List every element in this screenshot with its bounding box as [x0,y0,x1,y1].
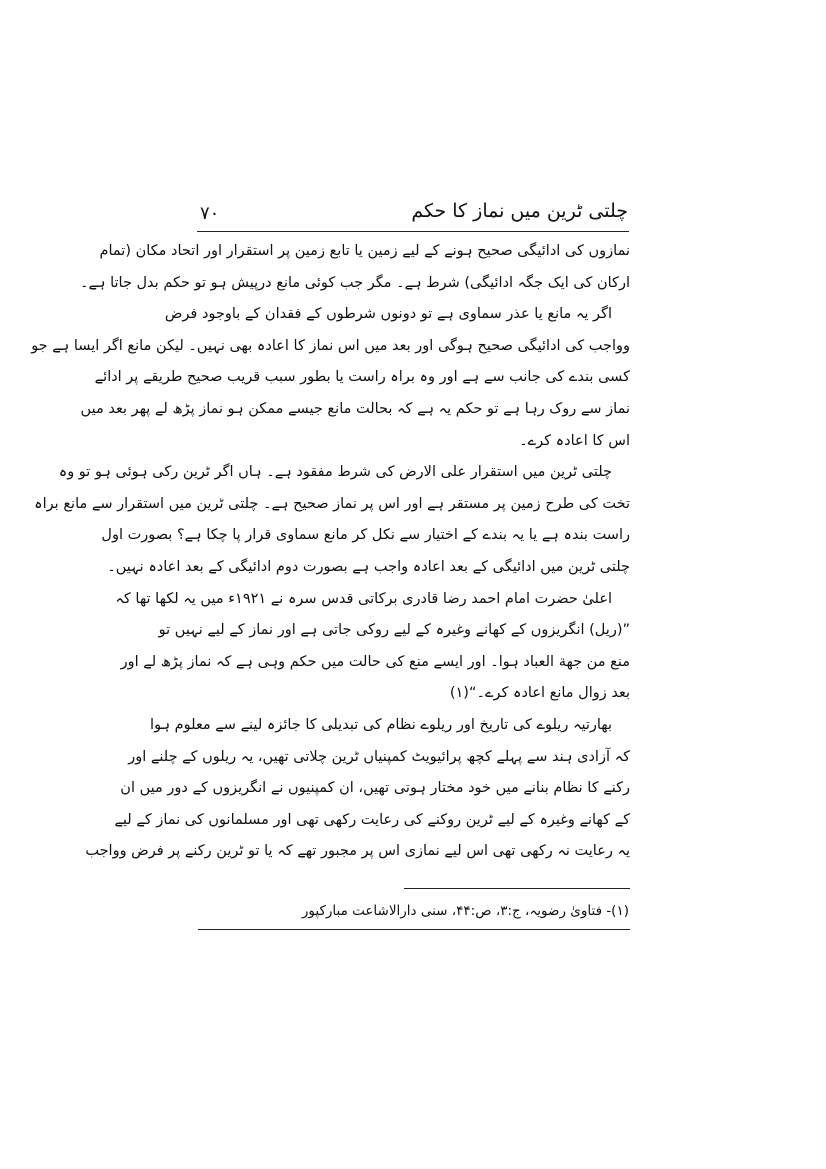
quotation-paragraph [115,584,630,710]
text-line: نمازوں کی ادائیگی صحیح ہونے کے لیے زمین یا تابع زمین پر استقرار اور اتحاد مکان (تمام [99,243,630,259]
text-line: راست بندہ ہے یا یہ بندے کے اختیار سے نکل کر مانع سماوی قرار پا چکا ہے؟ بصورت اول [101,527,630,544]
text-line: ”(ریل) انگریزوں کے کھانے وغیرہ کے لیے روکی جاتی ہے اور نماز کے لیے نہیں تو [158,622,630,639]
text-line: کسی بندے کی جانب سے ہے اور وہ براہ راست یا بطور سبب قریب صحیح طریقے پر ادائے [94,369,630,386]
text-line: تخت کی طرح زمین پر مستقر ہے اور اس پر نماز صحیح ہے۔ چلتی ٹرین میں استقرار سے مانع براہ [34,495,630,512]
bottom-divider [198,929,630,930]
text-line: کہ آزادی ہند سے پہلے کچھ پرائیویٹ کمپنیاں ٹرین چلاتی تھیں، یہ ریلوں کے چلنے اور [128,748,630,765]
text-line: یہ رعایت نہ رکھی تھی اس لیے نمازی اس پر مجبور تھے کہ یا تو ٹرین رکنے پر فرض وواجب [85,843,630,860]
text-line: رکنے کا نظام بنانے میں خود مختار ہوتی تھیں، ان کمپنیوں نے انگریزوں کے دور میں ان [120,780,630,797]
text-line: چلتی ٹرین میں استقرار علی الارض کی شرط مفقود ہے۔ ہاں اگر ٹرین رکی ہوئی ہو تو وہ [58,464,612,481]
text-line: اگر یہ مانع یا عذر سماوی ہے تو دونوں شرطوں کے فقدان کے باوجود فرض [164,306,612,323]
text-line: بعد زوال مانع اعادہ کرے۔“(۱) [449,685,630,702]
paragraph [79,236,630,299]
text-line: بھارتیہ ریلوے کی تاریخ اور ریلوے نظام کی تبدیلی کا جائزہ لینے سے معلوم ہوا [150,716,612,733]
footnote-divider [404,888,630,889]
text-line: کے کھانے وغیرہ کے لیے ٹرین روکنے کی رعایت رکھی تھی اور مسلمانوں کی نماز کے لیے [114,811,630,828]
text-line: ارکان کی ایک جگہ ادائیگی) شرط ہے۔ مگر جب کوئی مانع درپیش ہو تو حکم بدل جاتا ہے۔ [79,274,630,291]
header-divider [197,231,629,232]
text-line: وواجب کی ادائیگی صحیح ہوگی اور بعد میں اس نماز کا اعادہ بھی نہیں۔ لیکن مانع اگر ایسا ہے جو [31,337,630,354]
paragraph [34,457,630,583]
page-number: ۷۰ [200,203,220,224]
text-line: نماز سے روک رہا ہے تو حکم یہ ہے کہ بحالت مانع جیسے ممکن ہو نماز پڑھ لے پھر بعد میں [80,400,630,417]
text-line: چلتی ٹرین میں ادائیگی کے بعد اعادہ واجب ہے بصورت دوم ادائیگی کے بعد اعادہ نہیں۔ [107,558,630,575]
paragraph [31,299,630,457]
text-line: اعلیٰ حضرت امام احمد رضا قادری برکاتی قدس سرہ نے ۱۹۲۱ء میں یہ لکھا تھا کہ [115,590,612,607]
footnote: (۱)- فتاویٰ رضویہ، ج:۳، ص:۴۴، سنی دارالاشاعت مبارکپور [301,903,629,919]
text-line: اس کا اعادہ کرے۔ [519,432,630,449]
body-text [31,236,630,868]
running-header-title: چلتی ٹرین میں نماز کا حکم [411,200,628,222]
paragraph [85,710,630,868]
text-line: منع من جهة العباد ہوا۔ اور ایسے منع کی حالت میں حکم وہی ہے کہ نماز پڑھ لے اور [120,653,630,670]
